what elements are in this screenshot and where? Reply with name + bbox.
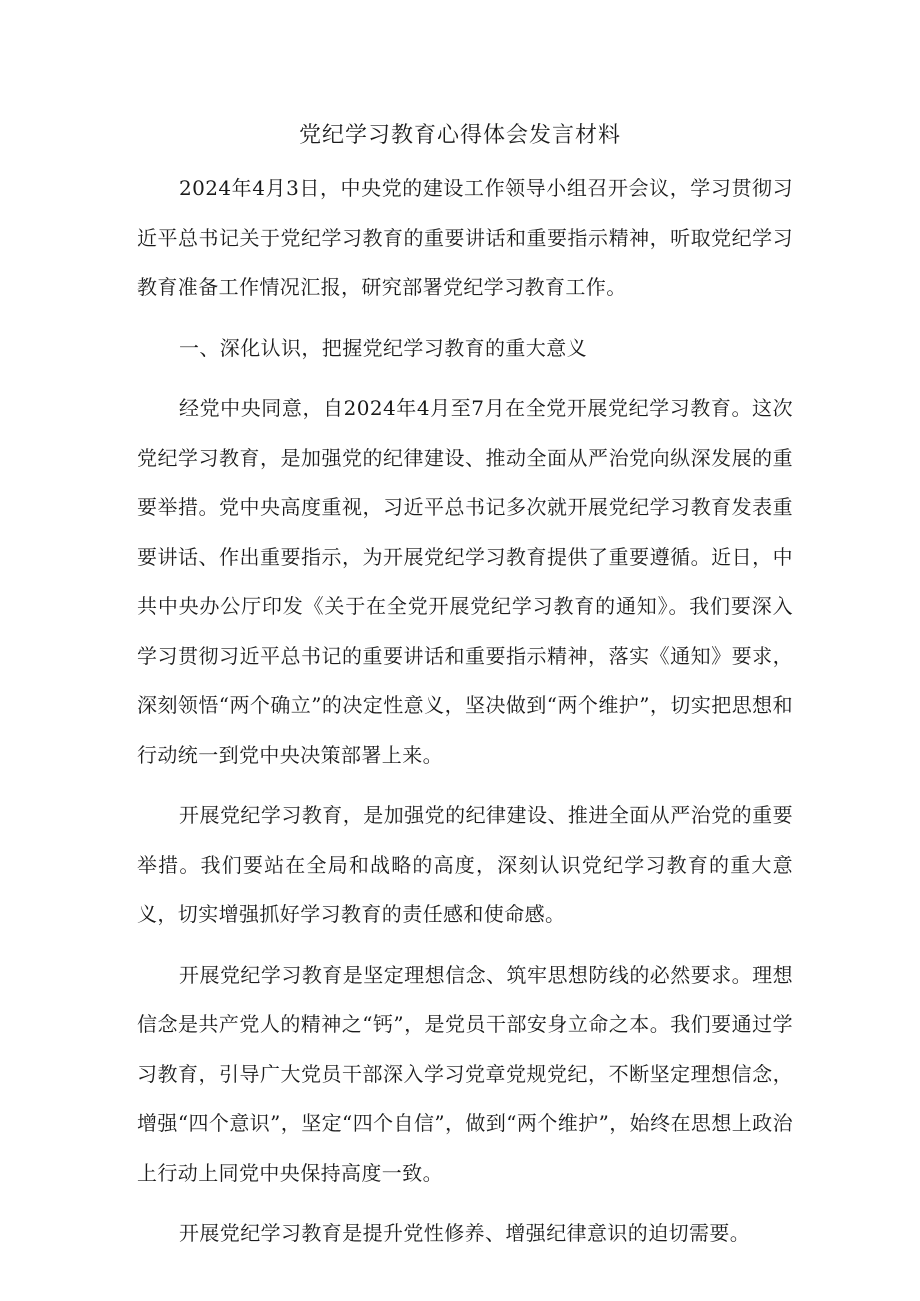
paragraph: 开展党纪学习教育是提升党性修养、增强纪律意识的迫切需要。 bbox=[179, 1221, 751, 1245]
paragraph-intro: 2024年4月3日，中央党的建设工作领导小组召开会议，学习贯彻习近平总书记关于党纪学习教育的重要讲话和重要指示精神，听取党纪学习教育准备工作情况汇报，研究部署党纪学习教育工作。 bbox=[137, 176, 793, 299]
section-heading-1: 一、深化认识，把握党纪学习教育的重大意义 bbox=[179, 335, 587, 360]
paragraph: 经党中央同意，自2024年4月至7月在全党开展党纪学习教育。这次党纪学习教育，是加强党的纪律建设、推动全面从严治党向纵深发展的重要举措。党中央高度重视，习近平总书记多次就开展党纪学习教育发表重要讲话、作出重要指示，为开展党纪学习教育提供了重要遵循。近日，中共中央办公厅印发《关于在全党开展党纪学习教育的通知》。我们要深入学习贯彻习近平总书记的重要讲话和重要指示精神，落实《通知》要求，深刻领悟“两个确立”的决定性意义，坚决做到“两个维护”，切实把思想和行动统一到党中央决策部署上来。 bbox=[137, 396, 793, 767]
document-title: 党纪学习教育心得体会发言材料 bbox=[298, 123, 621, 148]
document-body bbox=[137, 164, 793, 1270]
paragraph: 开展党纪学习教育是坚定理想信念、筑牢思想防线的必然要求。理想信念是共产党人的精神之“钙”，是党员干部安身立命之本。我们要通过学习教育，引导广大党员干部深入学习党章党规党纪，不断坚定理想信念，增强“四个意识”，坚定“四个自信”，做到“两个维护”，始终在思想上政治上行动上同党中央保持高度一致。 bbox=[137, 962, 793, 1185]
paragraph: 开展党纪学习教育，是加强党的纪律建设、推进全面从严治党的重要举措。我们要站在全局和战略的高度，深刻认识党纪学习教育的重大意义，切实增强抓好学习教育的责任感和使命感。 bbox=[137, 803, 793, 926]
